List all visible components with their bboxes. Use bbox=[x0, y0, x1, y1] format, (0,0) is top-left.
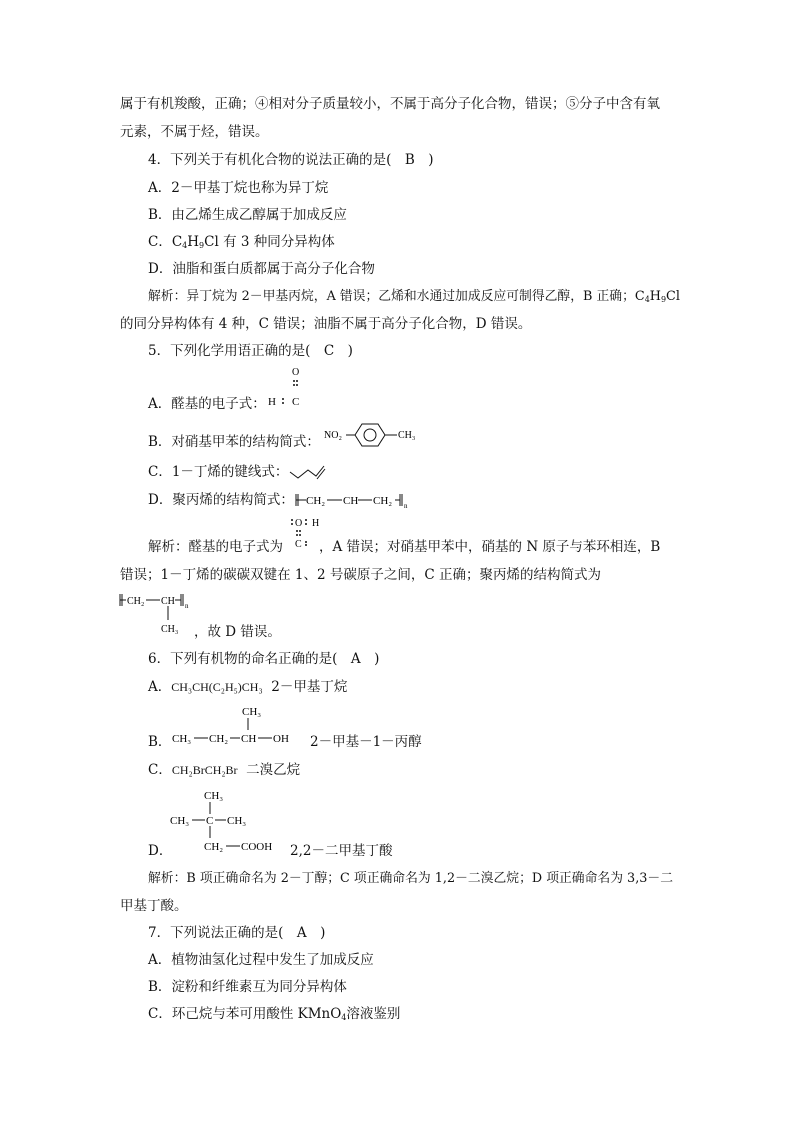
q6-option-a: A．CH₃CH(C₂H₅)CH₃ 2－甲基丁烷 bbox=[148, 679, 348, 695]
svg-text:CH₃: CH₃ bbox=[172, 733, 192, 745]
q4-explanation-line2: 的同分异构体有 4 种，C 错误；油脂不属于高分子化合物，D 错误。 bbox=[120, 316, 532, 332]
svg-text:n: n bbox=[404, 502, 408, 510]
nitrotoluene-structure bbox=[322, 420, 432, 450]
q6-option-b: B． bbox=[148, 734, 172, 750]
q7-option-b: B．淀粉和纤维素互为同分异构体 bbox=[148, 979, 347, 995]
svg-text:CH₃: CH₃ bbox=[204, 790, 224, 802]
svg-text:OH: OH bbox=[273, 733, 289, 745]
atom-h: H bbox=[268, 396, 276, 408]
question-6: 6．下列有机物的命名正确的是( A ) bbox=[148, 651, 380, 667]
q5-option-b: B．对硝基甲苯的结构简式： bbox=[148, 434, 320, 450]
q6-option-d: D． bbox=[148, 843, 173, 859]
q4-option-a: A．2－甲基丁烷也称为异丁烷 bbox=[148, 180, 329, 196]
svg-text:CH: CH bbox=[161, 596, 175, 607]
q7-option-a: A．植物油氢化过程中发生了加成反应 bbox=[148, 952, 374, 968]
polypropylene-wrong-formula bbox=[294, 490, 414, 510]
svg-text:CH: CH bbox=[241, 733, 257, 745]
text-line: 属于有机羧酸，正确；④相对分子质量较小，不属于高分子化合物，错误；⑤分子中含有氧 bbox=[120, 96, 660, 112]
q4-explanation-line1: 解析：异丁烷为 2－甲基丙烷，A 错误；乙烯和水通过加成反应可制得乙醇，B 正确；$C_4H_9Cl$ bbox=[148, 289, 680, 304]
q5-explanation-line3: ，故 D 错误。 bbox=[194, 624, 281, 640]
svg-text:CH₃: CH₃ bbox=[161, 624, 179, 635]
svg-text:CH₂: CH₂ bbox=[204, 841, 224, 853]
svg-text:O: O bbox=[295, 518, 303, 529]
svg-text:CH₃: CH₃ bbox=[170, 815, 190, 827]
question-4: 4．下列关于有机化合物的说法正确的是( B ) bbox=[148, 152, 434, 168]
methyl-group: CH₃ bbox=[398, 430, 416, 441]
question-5: 5．下列化学用语正确的是( C ) bbox=[148, 343, 353, 359]
svg-text:C: C bbox=[295, 539, 302, 550]
svg-text:CH₂: CH₂ bbox=[306, 495, 326, 507]
q7-option-c: C．环己烷与苯可用酸性 KMnO$_4$溶液鉴别 bbox=[148, 1006, 401, 1022]
q5-explanation-line2: 错误；1－丁烯的碳碳双键在 1、2 号碳原子之间，C 正确；聚丙烯的结构简式为 bbox=[120, 567, 601, 583]
q4-option-d: D．油脂和蛋白质都属于高分子化合物 bbox=[148, 261, 375, 277]
q5-option-a: A．醛基的电子式： bbox=[148, 396, 266, 412]
svg-text:C: C bbox=[206, 815, 214, 827]
q6-explanation-line1: 解析：B 项正确命名为 2－丁醇；C 项正确命名为 1,2－二溴乙烷；D 项正确命名为 3,3－二 bbox=[148, 871, 674, 886]
svg-text:CH₂: CH₂ bbox=[127, 596, 145, 607]
question-7: 7．下列说法正确的是( A ) bbox=[148, 925, 326, 941]
q6d-name: 2,2－二甲基丁酸 bbox=[290, 843, 393, 859]
butene-skeletal-formula bbox=[288, 460, 328, 482]
q5-explanation-line1: 解析：醛基的电子式为 ，A 错误；对硝基甲苯中，硝基的 N 原子与苯环相连，B bbox=[148, 539, 661, 555]
svg-text:CH₃: CH₃ bbox=[227, 815, 247, 827]
q5-option-d: D．聚丙烯的结构简式： bbox=[148, 492, 294, 508]
svg-text:H: H bbox=[312, 518, 320, 529]
atom-o: O bbox=[292, 367, 300, 378]
q4-option-c: C．$C_4H_9Cl$ 有 3 种同分异构体 bbox=[148, 234, 335, 250]
svg-text:n: n bbox=[185, 602, 189, 610]
svg-text:CH₃: CH₃ bbox=[242, 706, 262, 718]
aldehyde-electron-formula bbox=[266, 364, 316, 414]
svg-text:CH: CH bbox=[343, 495, 359, 507]
atom-c: C bbox=[292, 396, 300, 408]
q6d-structure bbox=[168, 786, 298, 856]
q4-option-b: B．由乙烯生成乙醇属于加成反应 bbox=[148, 207, 347, 223]
q5-option-c: C．1－丁烯的键线式： bbox=[148, 464, 289, 480]
q6-explanation-line2: 甲基丁酸。 bbox=[120, 898, 188, 914]
svg-text:COOH: COOH bbox=[241, 841, 273, 853]
q6b-name: 2－甲基－1－丙醇 bbox=[310, 734, 422, 750]
q6b-structure bbox=[170, 700, 300, 750]
nitro-group: NO₂ bbox=[324, 430, 342, 441]
q6-option-c: C．CH₂BrCH₂Br 二溴乙烷 bbox=[148, 762, 301, 778]
svg-text:CH₂: CH₂ bbox=[209, 733, 229, 745]
svg-text:CH₂: CH₂ bbox=[373, 495, 393, 507]
text-line: 元素，不属于烃，错误。 bbox=[120, 124, 269, 140]
